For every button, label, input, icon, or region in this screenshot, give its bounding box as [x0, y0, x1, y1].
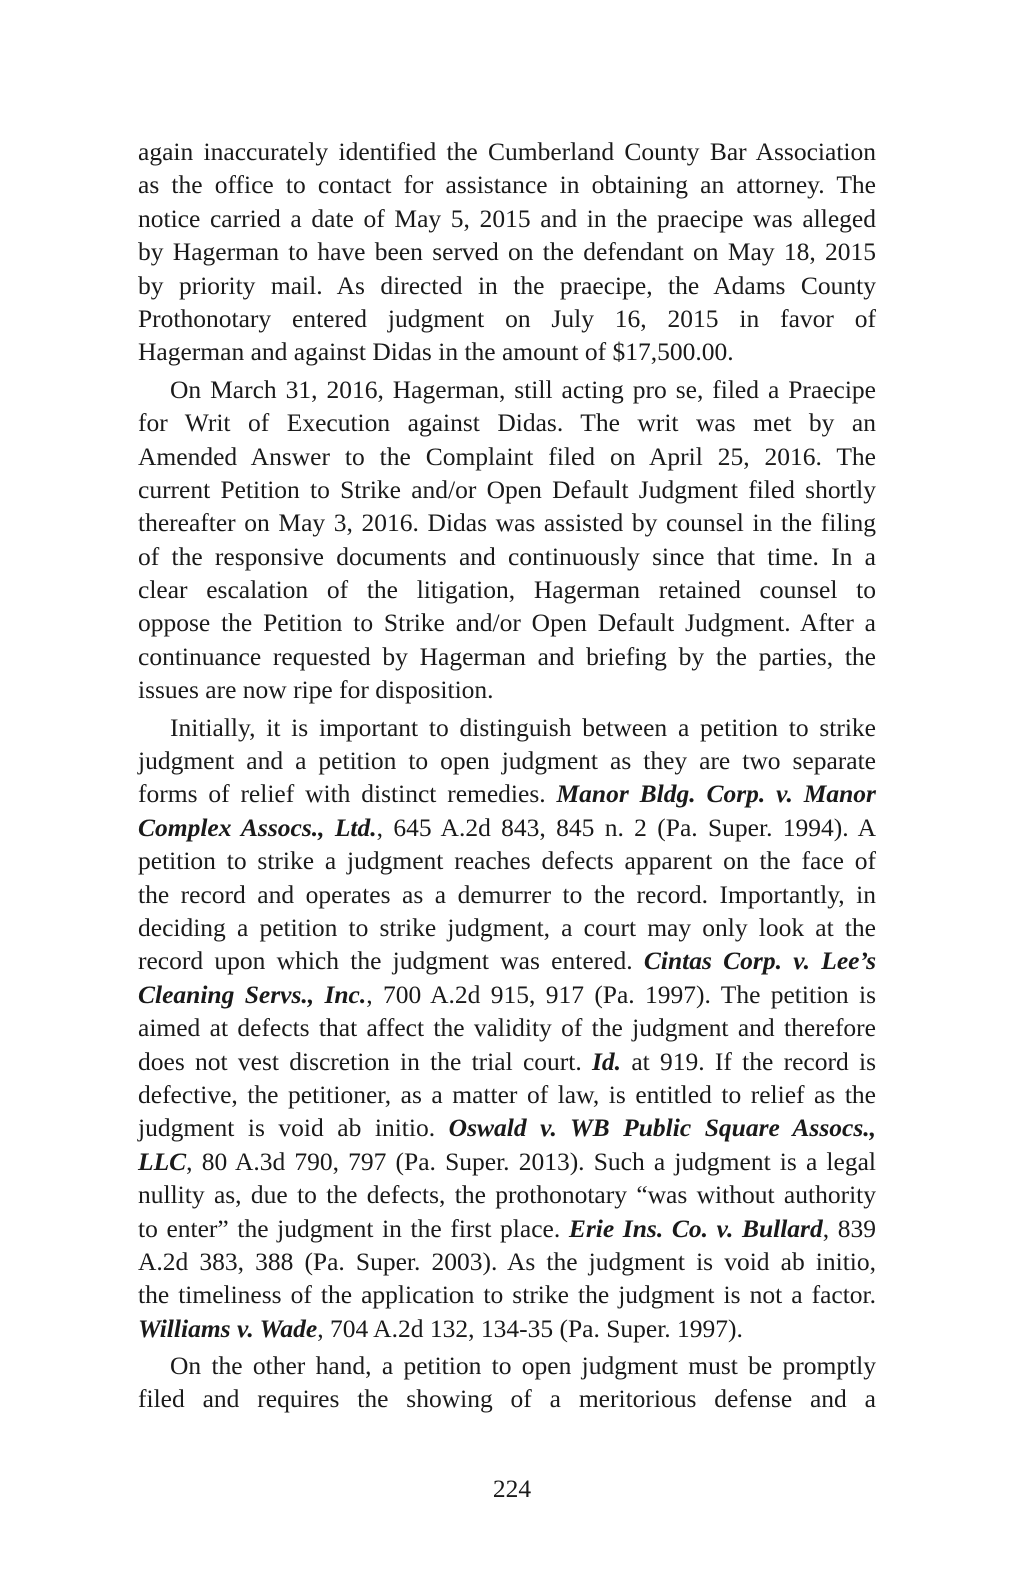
text-segment: current Petition to Strike and/or Open Default Judgment filed shortly — [138, 474, 876, 504]
text-line — [138, 440, 876, 473]
text-segment: clear escalation of the litigation, Hagerman retained counsel to — [138, 575, 876, 605]
text-segment: does not vest discretion in the trial court. — [138, 1046, 592, 1076]
case-citation: Complex Assocs., Ltd. — [138, 812, 377, 842]
case-citation: Cleaning Servs., Inc. — [138, 979, 367, 1009]
case-citation: LLC — [138, 1146, 187, 1176]
text-segment: petition to strike a judgment reaches defects apparent on the face of — [138, 846, 876, 876]
text-segment: of the responsive documents and continuously since that time. In a — [138, 541, 876, 571]
text-line — [138, 911, 876, 944]
text-line — [138, 1078, 876, 1111]
page-number: 224 — [492, 1474, 532, 1503]
text-line — [138, 168, 876, 201]
text-line — [138, 1349, 876, 1382]
case-citation: Erie Ins. Co. v. Bullard — [568, 1213, 823, 1243]
text-segment: aimed at defects that affect the validity of the judgment and therefore — [138, 1013, 876, 1043]
text-line — [138, 978, 876, 1011]
text-line — [138, 1011, 876, 1044]
text-line — [138, 540, 876, 573]
text-segment: defective, the petitioner, as a matter of law, is entitled to relief as the — [138, 1079, 876, 1109]
text-segment: forms of relief with distinct remedies. — [138, 779, 557, 809]
text-line — [138, 335, 876, 368]
text-segment: filed and requires the showing of a meritorious defense and a — [138, 1384, 876, 1414]
text-line — [138, 235, 876, 268]
text-line — [138, 135, 876, 168]
text-segment: issues are now ripe for disposition. — [138, 675, 494, 705]
paragraph — [138, 135, 876, 369]
text-line — [138, 711, 876, 744]
text-line — [138, 1045, 876, 1078]
text-segment: thereafter on May 3, 2016. Didas was assisted by counsel in the filing — [138, 508, 876, 538]
text-segment: On March 31, 2016, Hagerman, still acting pro se, filed a Praecipe — [170, 374, 876, 404]
text-segment: , 839 — [822, 1213, 877, 1243]
text-line — [138, 673, 876, 706]
text-segment: record upon which the judgment was entered. — [138, 946, 644, 976]
text-line — [138, 844, 876, 877]
text-segment: Hagerman and against Didas in the amount of $17,500.00. — [138, 337, 734, 367]
case-citation: Williams v. Wade — [138, 1313, 318, 1343]
text-segment: judgment is void ab initio. — [138, 1113, 449, 1143]
text-line — [138, 269, 876, 302]
text-segment: by Hagerman to have been served on the defendant on May 18, 2015 — [138, 237, 876, 267]
text-segment: Initially, it is important to distinguish between a petition to strike — [170, 712, 876, 742]
body-text — [138, 135, 876, 1420]
text-line — [138, 1212, 876, 1245]
text-line — [138, 811, 876, 844]
text-segment: at 919. If the record is — [621, 1046, 877, 1076]
text-line — [138, 506, 876, 539]
text-line — [138, 202, 876, 235]
text-line — [138, 406, 876, 439]
case-citation: Id. — [592, 1046, 622, 1076]
text-line — [138, 1382, 876, 1415]
text-line — [138, 944, 876, 977]
text-line — [138, 1145, 876, 1178]
text-line — [138, 744, 876, 777]
case-citation: Cintas Corp. v. Lee’s — [643, 946, 876, 976]
text-segment: continuance requested by Hagerman and briefing by the parties, the — [138, 641, 876, 671]
text-line — [138, 1312, 876, 1345]
text-segment: A.2d 383, 388 (Pa. Super. 2003). As the judgment is void ab initio, — [138, 1246, 876, 1276]
text-line — [138, 606, 876, 639]
text-line — [138, 1111, 876, 1144]
text-segment: to enter” the judgment in the first place. — [138, 1213, 569, 1243]
case-citation: Manor Bldg. Corp. v. Manor — [556, 779, 876, 809]
text-segment: Amended Answer to the Complaint filed on April 25, 2016. The — [138, 441, 876, 471]
case-citation: Oswald v. WB Public Square Assocs., — [448, 1113, 877, 1143]
text-line — [138, 1245, 876, 1278]
text-line — [138, 640, 876, 673]
text-segment: again inaccurately identified the Cumberland County Bar Association — [138, 137, 876, 166]
paragraph — [138, 373, 876, 707]
text-line — [138, 1178, 876, 1211]
paragraph — [138, 1349, 876, 1416]
text-line — [138, 573, 876, 606]
text-line — [138, 777, 876, 810]
text-line — [138, 373, 876, 406]
text-segment: notice carried a date of May 5, 2015 and in the praecipe was alleged — [138, 203, 876, 233]
text-segment: for Writ of Execution against Didas. The writ was met by an — [138, 408, 876, 438]
text-segment: Prothonotary entered judgment on July 16, 2015 in favor of — [138, 303, 876, 333]
text-segment: by priority mail. As directed in the praecipe, the Adams County — [138, 270, 876, 300]
text-segment: , 704 A.2d 132, 134-35 (Pa. Super. 1997). — [317, 1313, 743, 1343]
text-line — [138, 473, 876, 506]
text-segment: , 700 A.2d 915, 917 (Pa. 1997). The petition is — [366, 979, 876, 1009]
text-segment: judgment and a petition to open judgment as they are two separate — [138, 746, 876, 776]
text-segment: the record and operates as a demurrer to the record. Importantly, in — [138, 879, 876, 909]
text-segment: the timeliness of the application to strike the judgment is not a factor. — [138, 1280, 876, 1310]
text-segment: , 80 A.3d 790, 797 (Pa. Super. 2013). Such a judgment is a legal — [186, 1146, 876, 1176]
text-line — [138, 1278, 876, 1311]
text-segment: On the other hand, a petition to open judgment must be promptly — [170, 1351, 876, 1381]
text-line — [138, 878, 876, 911]
text-segment: , 645 A.2d 843, 845 n. 2 (Pa. Super. 1994). A — [376, 812, 876, 842]
text-line — [138, 302, 876, 335]
text-segment: nullity as, due to the defects, the prothonotary “was without authority — [138, 1180, 876, 1210]
text-segment: oppose the Petition to Strike and/or Open Default Judgment. After a — [138, 608, 876, 638]
text-segment: as the office to contact for assistance in obtaining an attorney. The — [138, 170, 876, 200]
text-segment: deciding a petition to strike judgment, a court may only look at the — [138, 912, 876, 942]
paragraph — [138, 711, 876, 1345]
